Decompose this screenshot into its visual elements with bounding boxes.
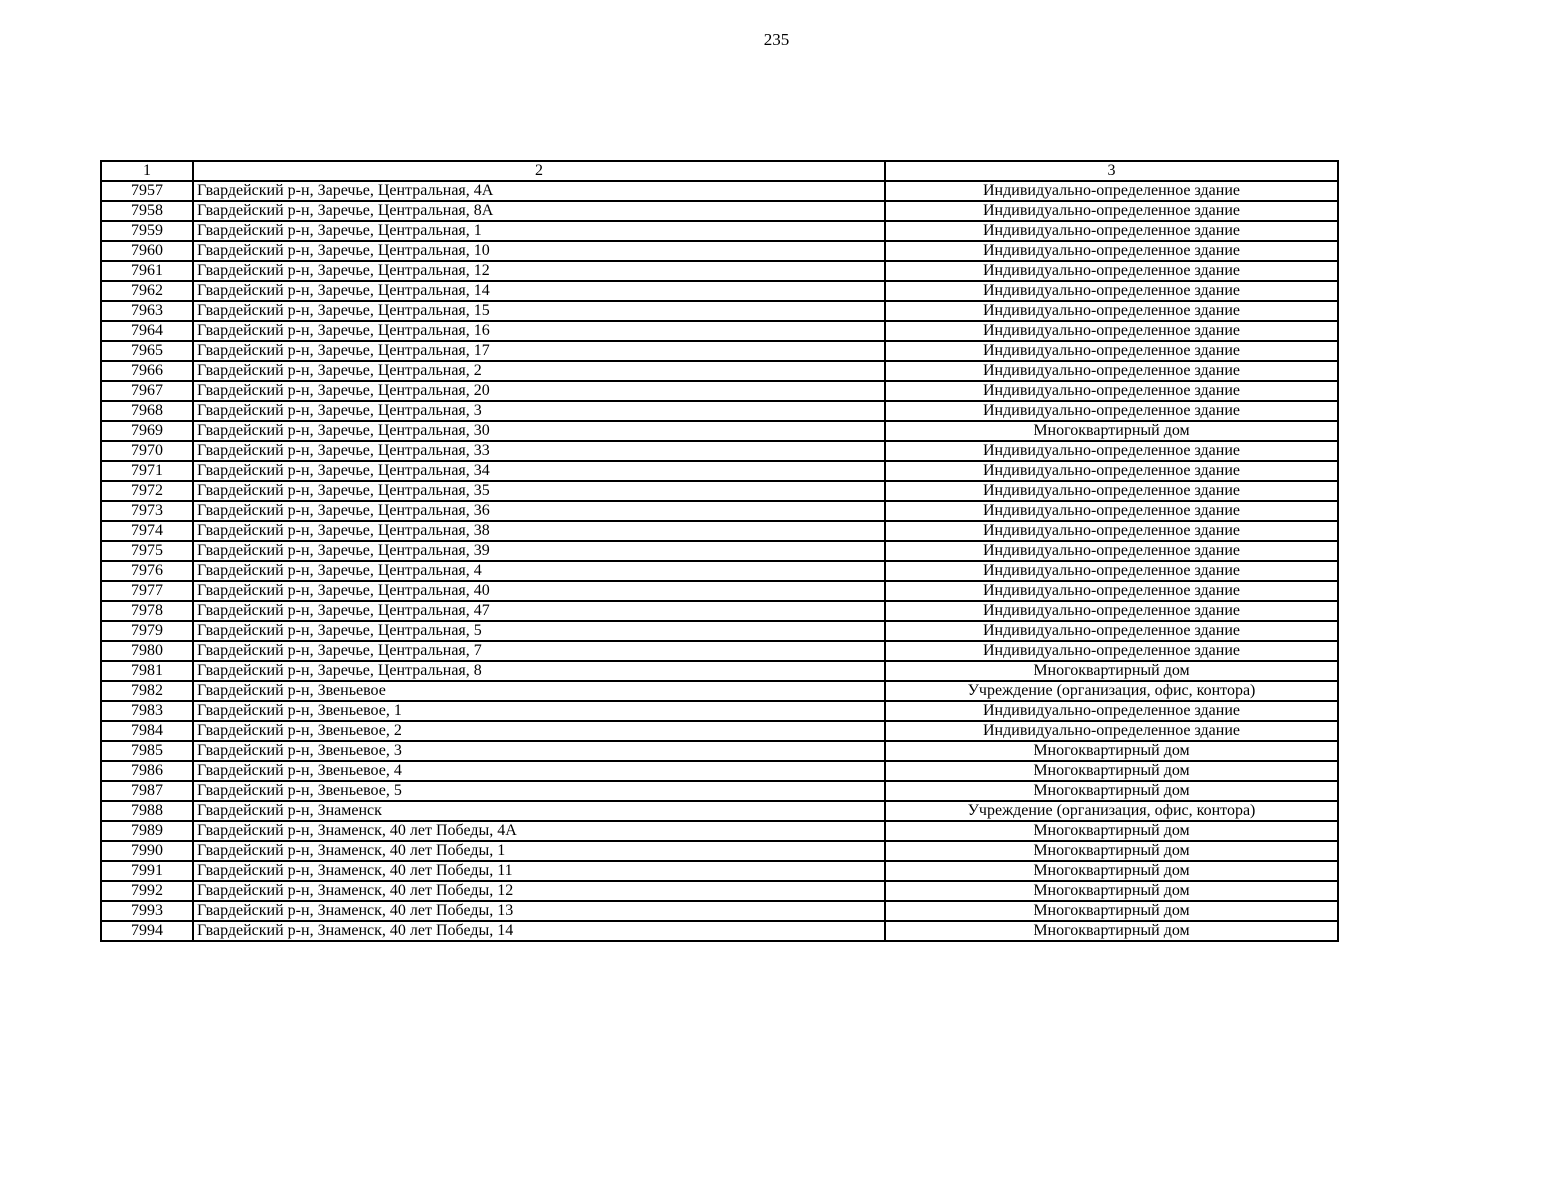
row-number: 7966	[101, 361, 193, 381]
row-number: 7993	[101, 901, 193, 921]
row-number: 7960	[101, 241, 193, 261]
object-type: Индивидуально-определенное здание	[885, 321, 1338, 341]
table-row	[101, 741, 1338, 761]
table-row	[101, 541, 1338, 561]
row-number: 7975	[101, 541, 193, 561]
object-type: Многоквартирный дом	[885, 861, 1338, 881]
object-type: Индивидуально-определенное здание	[885, 261, 1338, 281]
object-address: Гвардейский р-н, Заречье, Центральная, 8А	[193, 201, 885, 221]
object-address: Гвардейский р-н, Заречье, Центральная, 1	[193, 221, 885, 241]
object-address: Гвардейский р-н, Знаменск, 40 лет Победы, 13	[193, 901, 885, 921]
object-address: Гвардейский р-н, Знаменск, 40 лет Победы, 11	[193, 861, 885, 881]
table-row	[101, 301, 1338, 321]
row-number: 7971	[101, 461, 193, 481]
table-row	[101, 341, 1338, 361]
row-number: 7963	[101, 301, 193, 321]
table-row	[101, 241, 1338, 261]
object-type: Индивидуально-определенное здание	[885, 181, 1338, 201]
object-address: Гвардейский р-н, Заречье, Центральная, 33	[193, 441, 885, 461]
object-address: Гвардейский р-н, Звеньевое, 4	[193, 761, 885, 781]
object-address: Гвардейский р-н, Заречье, Центральная, 39	[193, 541, 885, 561]
row-number: 7962	[101, 281, 193, 301]
object-type: Индивидуально-определенное здание	[885, 221, 1338, 241]
table-row	[101, 521, 1338, 541]
row-number: 7980	[101, 641, 193, 661]
object-address: Гвардейский р-н, Заречье, Центральная, 17	[193, 341, 885, 361]
row-number: 7982	[101, 681, 193, 701]
table-row	[101, 701, 1338, 721]
row-number: 7978	[101, 601, 193, 621]
object-address: Гвардейский р-н, Заречье, Центральная, 10	[193, 241, 885, 261]
row-number: 7965	[101, 341, 193, 361]
row-number: 7969	[101, 421, 193, 441]
object-address: Гвардейский р-н, Знаменск, 40 лет Победы, 12	[193, 881, 885, 901]
object-type: Многоквартирный дом	[885, 821, 1338, 841]
object-type: Учреждение (организация, офис, контора)	[885, 681, 1338, 701]
table-row	[101, 621, 1338, 641]
table-row	[101, 321, 1338, 341]
row-number: 7974	[101, 521, 193, 541]
row-number: 7979	[101, 621, 193, 641]
table-row	[101, 221, 1338, 241]
header-row	[101, 161, 1338, 181]
object-address: Гвардейский р-н, Заречье, Центральная, 20	[193, 381, 885, 401]
table-row	[101, 721, 1338, 741]
object-type: Многоквартирный дом	[885, 741, 1338, 761]
table-row	[101, 561, 1338, 581]
object-type: Индивидуально-определенное здание	[885, 481, 1338, 501]
object-address: Гвардейский р-н, Заречье, Центральная, 34	[193, 461, 885, 481]
object-address: Гвардейский р-н, Заречье, Центральная, 4А	[193, 181, 885, 201]
object-type: Индивидуально-определенное здание	[885, 441, 1338, 461]
object-type: Индивидуально-определенное здание	[885, 701, 1338, 721]
row-number: 7990	[101, 841, 193, 861]
row-number: 7977	[101, 581, 193, 601]
page-number: 235	[763, 30, 790, 49]
table-row	[101, 881, 1338, 901]
object-address: Гвардейский р-н, Заречье, Центральная, 15	[193, 301, 885, 321]
table-body	[101, 181, 1338, 941]
table-row	[101, 681, 1338, 701]
object-type: Индивидуально-определенное здание	[885, 641, 1338, 661]
table-row	[101, 801, 1338, 821]
row-number: 7972	[101, 481, 193, 501]
row-number: 7983	[101, 701, 193, 721]
table-row	[101, 861, 1338, 881]
table-row	[101, 201, 1338, 221]
table-row	[101, 601, 1338, 621]
row-number: 7987	[101, 781, 193, 801]
table-row	[101, 641, 1338, 661]
table-row	[101, 501, 1338, 521]
row-number: 7988	[101, 801, 193, 821]
row-number: 7989	[101, 821, 193, 841]
object-address: Гвардейский р-н, Звеньевое, 3	[193, 741, 885, 761]
table-row	[101, 921, 1338, 941]
table-row	[101, 781, 1338, 801]
table-row	[101, 821, 1338, 841]
object-type: Индивидуально-определенное здание	[885, 341, 1338, 361]
table-row	[101, 481, 1338, 501]
object-type: Индивидуально-определенное здание	[885, 281, 1338, 301]
row-number: 7967	[101, 381, 193, 401]
row-number: 7994	[101, 921, 193, 941]
object-address: Гвардейский р-н, Заречье, Центральная, 40	[193, 581, 885, 601]
object-type: Многоквартирный дом	[885, 901, 1338, 921]
table-row	[101, 381, 1338, 401]
object-type: Индивидуально-определенное здание	[885, 201, 1338, 221]
table-row	[101, 761, 1338, 781]
object-address: Гвардейский р-н, Заречье, Центральная, 8	[193, 661, 885, 681]
table-row	[101, 181, 1338, 201]
object-address: Гвардейский р-н, Знаменск	[193, 801, 885, 821]
object-address: Гвардейский р-н, Заречье, Центральная, 3	[193, 401, 885, 421]
row-number: 7991	[101, 861, 193, 881]
row-number: 7961	[101, 261, 193, 281]
table-row	[101, 581, 1338, 601]
object-type: Многоквартирный дом	[885, 781, 1338, 801]
object-type: Индивидуально-определенное здание	[885, 381, 1338, 401]
registry-table	[100, 160, 1339, 942]
object-type: Индивидуально-определенное здание	[885, 301, 1338, 321]
object-type: Учреждение (организация, офис, контора)	[885, 801, 1338, 821]
object-address: Гвардейский р-н, Знаменск, 40 лет Победы, 1	[193, 841, 885, 861]
object-address: Гвардейский р-н, Заречье, Центральная, 38	[193, 521, 885, 541]
object-type: Многоквартирный дом	[885, 421, 1338, 441]
object-type: Индивидуально-определенное здание	[885, 401, 1338, 421]
object-address: Гвардейский р-н, Звеньевое	[193, 681, 885, 701]
object-type: Индивидуально-определенное здание	[885, 521, 1338, 541]
object-type: Индивидуально-определенное здание	[885, 461, 1338, 481]
object-address: Гвардейский р-н, Заречье, Центральная, 35	[193, 481, 885, 501]
object-type: Индивидуально-определенное здание	[885, 601, 1338, 621]
object-type: Индивидуально-определенное здание	[885, 541, 1338, 561]
object-type: Индивидуально-определенное здание	[885, 241, 1338, 261]
object-address: Гвардейский р-н, Звеньевое, 1	[193, 701, 885, 721]
object-address: Гвардейский р-н, Заречье, Центральная, 16	[193, 321, 885, 341]
object-address: Гвардейский р-н, Заречье, Центральная, 30	[193, 421, 885, 441]
object-type: Многоквартирный дом	[885, 841, 1338, 861]
object-address: Гвардейский р-н, Знаменск, 40 лет Победы, 14	[193, 921, 885, 941]
column-header-3: 3	[885, 161, 1338, 181]
table-row	[101, 401, 1338, 421]
table-row	[101, 901, 1338, 921]
row-number: 7992	[101, 881, 193, 901]
table-row	[101, 441, 1338, 461]
object-type: Многоквартирный дом	[885, 921, 1338, 941]
table-row	[101, 661, 1338, 681]
row-number: 7964	[101, 321, 193, 341]
row-number: 7985	[101, 741, 193, 761]
table-row	[101, 841, 1338, 861]
row-number: 7958	[101, 201, 193, 221]
object-address: Гвардейский р-н, Заречье, Центральная, 2	[193, 361, 885, 381]
object-address: Гвардейский р-н, Заречье, Центральная, 12	[193, 261, 885, 281]
object-address: Гвардейский р-н, Заречье, Центральная, 36	[193, 501, 885, 521]
row-number: 7959	[101, 221, 193, 241]
table-row	[101, 261, 1338, 281]
row-number: 7986	[101, 761, 193, 781]
column-header-2: 2	[193, 161, 885, 181]
object-type: Индивидуально-определенное здание	[885, 501, 1338, 521]
row-number: 7970	[101, 441, 193, 461]
object-type: Индивидуально-определенное здание	[885, 721, 1338, 741]
object-type: Индивидуально-определенное здание	[885, 581, 1338, 601]
table-row	[101, 361, 1338, 381]
table-row	[101, 461, 1338, 481]
object-address: Гвардейский р-н, Звеньевое, 2	[193, 721, 885, 741]
object-address: Гвардейский р-н, Заречье, Центральная, 14	[193, 281, 885, 301]
row-number: 7968	[101, 401, 193, 421]
table-row	[101, 281, 1338, 301]
row-number: 7973	[101, 501, 193, 521]
object-type: Индивидуально-определенное здание	[885, 561, 1338, 581]
object-type: Многоквартирный дом	[885, 881, 1338, 901]
object-address: Гвардейский р-н, Заречье, Центральная, 47	[193, 601, 885, 621]
object-address: Гвардейский р-н, Знаменск, 40 лет Победы, 4А	[193, 821, 885, 841]
object-type: Индивидуально-определенное здание	[885, 621, 1338, 641]
row-number: 7984	[101, 721, 193, 741]
object-type: Многоквартирный дом	[885, 761, 1338, 781]
row-number: 7976	[101, 561, 193, 581]
object-address: Гвардейский р-н, Звеньевое, 5	[193, 781, 885, 801]
object-type: Индивидуально-определенное здание	[885, 361, 1338, 381]
object-type: Многоквартирный дом	[885, 661, 1338, 681]
object-address: Гвардейский р-н, Заречье, Центральная, 4	[193, 561, 885, 581]
object-address: Гвардейский р-н, Заречье, Центральная, 7	[193, 641, 885, 661]
row-number: 7957	[101, 181, 193, 201]
object-address: Гвардейский р-н, Заречье, Центральная, 5	[193, 621, 885, 641]
table-row	[101, 421, 1338, 441]
row-number: 7981	[101, 661, 193, 681]
column-header-1: 1	[101, 161, 193, 181]
